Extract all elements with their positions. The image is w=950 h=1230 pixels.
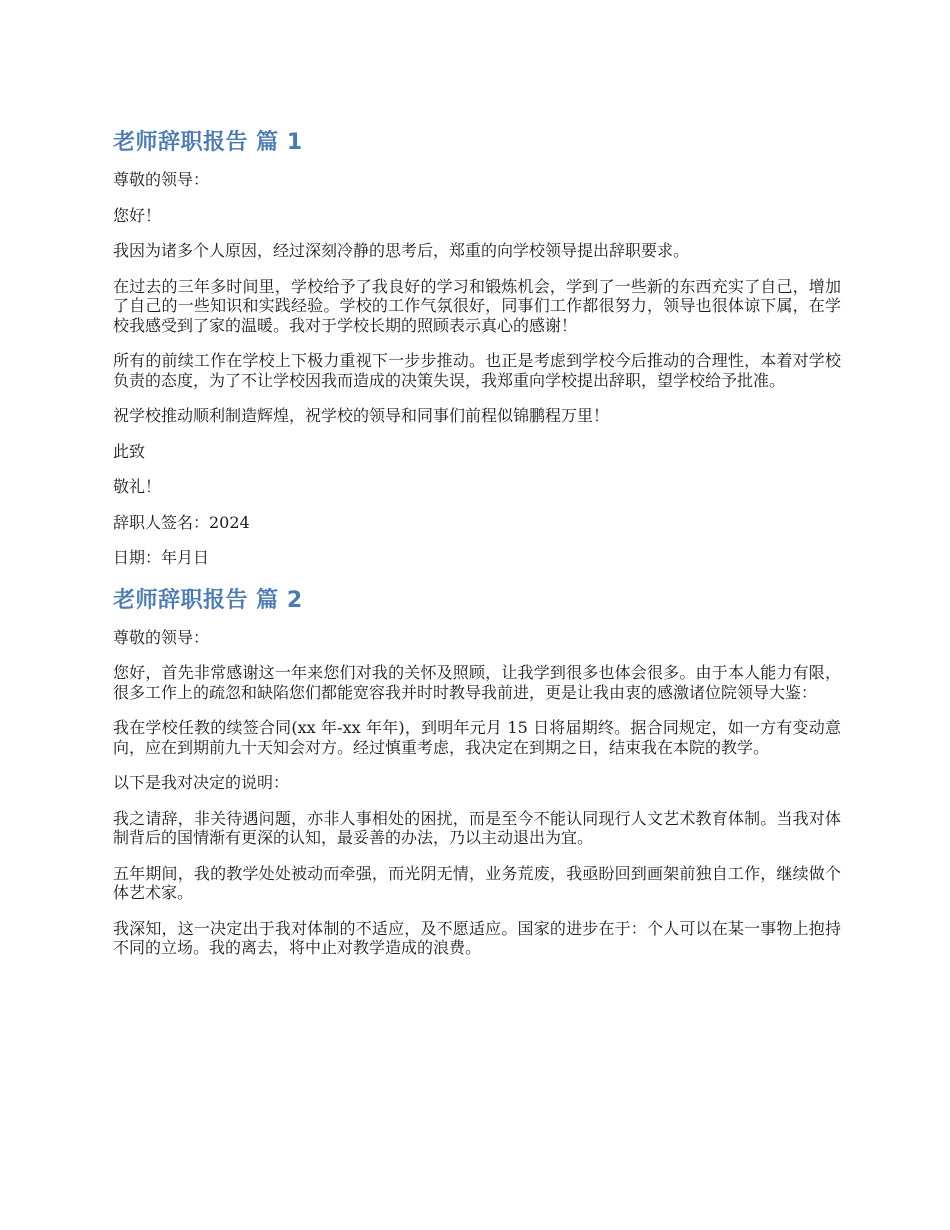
greeting: 您好！ — [113, 205, 162, 225]
salutation: 尊敬的领导： — [113, 627, 210, 647]
body-paragraph: 五年期间，我的教学处处被动而牵强，而光阴无情，业务荒废，我亟盼回到画架前独自工作，继续做个体艺术家。 — [113, 863, 841, 902]
section-2 — [113, 584, 841, 958]
section-title: 老师辞职报告 篇 2 — [113, 587, 303, 613]
signature-line: 辞职人签名：2024 — [113, 512, 250, 532]
section-title: 老师辞职报告 篇 1 — [113, 130, 303, 155]
body-paragraph: 所有的前续工作在学校上下极力重视下一步步推动。也正是考虑到学校今后推动的合理性，本着对学校负责的态度，为了不让学校因我而造成的决策失误，我郑重向学校提出辞职，望学校给予批准。 — [113, 351, 841, 390]
body-paragraph: 在过去的三年多时间里，学校给予了我良好的学习和锻炼机会，学到了一些新的东西充实了自己，增加了自己的一些知识和实践经验。学校的工作气氛很好，同事们工作都很努力，领导也很体谅下属，在学校我感受到了家的温暖。我对于学校长期的照顾表示真心的感谢！ — [113, 276, 841, 335]
body-paragraph: 祝学校推动顺利制造辉煌，祝学校的领导和同事们前程似锦鹏程万里！ — [113, 406, 610, 425]
salutation: 尊敬的领导： — [113, 170, 210, 189]
body-paragraph: 以下是我对决定的说明： — [113, 773, 290, 792]
body-paragraph: 我因为诸多个人原因，经过深刻冷静的思考后，郑重的向学校领导提出辞职要求。 — [113, 241, 690, 260]
document-page — [113, 126, 841, 974]
closing-salute: 敬礼！ — [113, 477, 162, 496]
body-paragraph: 我之请辞，非关待遇问题，亦非人事相处的困扰，而是至今不能认同现行人文艺术教育体制。当我对体制背后的国情渐有更深的认知，最妥善的办法，乃以主动退出为宜。 — [113, 808, 841, 847]
body-paragraph: 我深知，这一决定出于我对体制的不适应，及不愿适应。国家的进步在于：个人可以在某一事物上抱持不同的立场。我的离去，将中止对教学造成的浪费。 — [113, 918, 841, 957]
date-line: 日期：年月日 — [113, 548, 210, 567]
body-paragraph: 我在学校任教的续签合同(xx 年-xx 年年)，到明年元月 15 日将届期终。据合同规定，如一方有变动意向，应在到期前九十天知会对方。经过慎重考虑，我决定在到期之日，结束我在本院的教学。 — [113, 718, 841, 757]
closing-line: 此致 — [113, 441, 146, 461]
body-paragraph: 您好，首先非常感谢这一年来您们对我的关怀及照顾，让我学到很多也体会很多。由于本人能力有限，很多工作上的疏忽和缺陷您们都能宽容我并时时教导我前进，更是让我由衷的感激诸位院领导大鉴： — [113, 663, 841, 702]
section-1 — [113, 126, 841, 568]
